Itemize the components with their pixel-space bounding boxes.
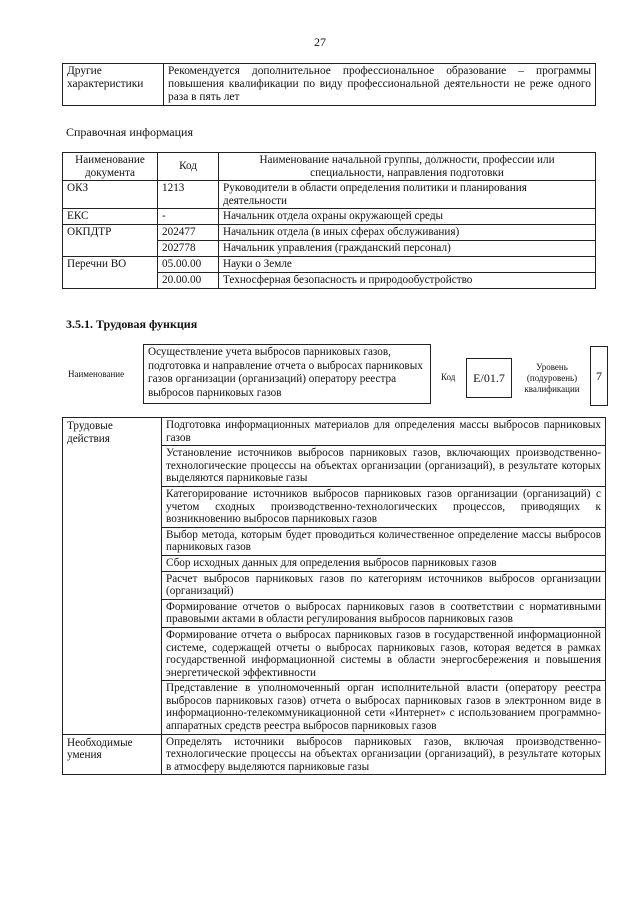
other-characteristics-label: Другие характеристики	[63, 64, 164, 106]
row-name: Науки о Земле	[219, 257, 596, 273]
row-code: 20.00.00	[158, 273, 219, 289]
row-doc: ОКПДТР	[63, 225, 158, 257]
header-code: Код	[158, 153, 219, 181]
row-code: -	[158, 209, 219, 225]
reference-header-row	[63, 153, 596, 181]
table-row	[63, 734, 606, 775]
row-name: Техносферная безопасность и природообустройство	[219, 273, 596, 289]
skill-item: Определять источники выбросов парниковых газов, включая производственно-технологические процессы на объектах организации (организаций), в результате которых в атмосферу выделяются парниковые газы	[162, 734, 606, 775]
row-code: 05.00.00	[158, 257, 219, 273]
row-name: Начальник отдела (в иных сферах обслуживания)	[219, 225, 596, 241]
action-item: Установление источников выбросов парниковых газов, включающих производственно-технологические процессы на объектах организации (организаций), в результате которых выделяются парниковые газы	[162, 446, 606, 487]
qualification-level-label: Уровень (подуровень) квалификации	[524, 362, 580, 394]
work-function-table	[62, 417, 606, 775]
action-item: Формирование отчетов о выбросах парниковых газов в соответствии с нормативными правовыми актами в области регулирования выбросов парниковых газов	[162, 599, 606, 627]
row-doc: ЕКС	[63, 209, 158, 225]
action-item: Выбор метода, которым будет проводиться количественное определение массы выбросов парниковых газов	[162, 527, 606, 555]
reference-table	[62, 152, 596, 289]
reference-title: Справочная информация	[66, 125, 193, 139]
other-characteristics-text: Рекомендуется дополнительное профессиональное образование – программы повышения квалификации по виду профессиональной деятельности не реже одного раза в пять лет	[164, 64, 596, 106]
page-number: 27	[314, 35, 326, 49]
header-name: Наименование начальной группы, должности, профессии или специальности, направления подготовки	[219, 153, 596, 181]
other-characteristics-table	[62, 63, 596, 106]
row-doc: ОКЗ	[63, 181, 158, 209]
table-row	[63, 209, 596, 225]
action-item: Сбор исходных данных для определения выбросов парниковых газов	[162, 555, 606, 571]
row-name: Начальник отдела охраны окружающей среды	[219, 209, 596, 225]
table-row	[63, 418, 606, 446]
action-item: Подготовка информационных материалов для определения массы выбросов парниковых газов	[162, 418, 606, 446]
row-doc: Перечни ВО	[63, 257, 158, 289]
table-row	[63, 257, 596, 273]
skills-label: Необходимые умения	[63, 734, 162, 775]
actions-label: Трудовые действия	[63, 418, 162, 735]
action-item: Категорирование источников выбросов парниковых газов организации (организаций) с учетом сходных производственно-технологических процессов, приводящих к возникновению выбросов парниковых газов	[162, 486, 606, 527]
function-title: 3.5.1. Трудовая функция	[66, 317, 198, 331]
row-name: Начальник управления (гражданский персонал)	[219, 241, 596, 257]
action-item: Представление в уполномоченный орган исполнительной власти (оператору реестра выбросов парниковых газов) отчета о выбросах парниковых газов в электронном виде в информационно-телекоммуникационной сети «Интернет» с использованием программно-аппаратных средств реестра выбросов парниковых газов	[162, 681, 606, 734]
function-code-value: E/01.7	[466, 358, 512, 398]
row-code: 1213	[158, 181, 219, 209]
header-doc: Наименование документа	[63, 153, 158, 181]
function-name-value: Осуществление учета выбросов парниковых газов, подготовка и направление отчета о выбросах парниковых газов организации (организаций) оператору реестра выбросов парниковых газов	[143, 344, 431, 404]
row-code: 202778	[158, 241, 219, 257]
function-code-label: Код	[441, 372, 456, 382]
row-name: Руководители в области определения политики и планирования деятельности	[219, 181, 596, 209]
row-code: 202477	[158, 225, 219, 241]
table-row	[63, 225, 596, 241]
action-item: Формирование отчета о выбросах парниковых газов в государственной информационной системе, содержащей отчеты о выбросах парниковых газов, которая ведется в рамках государственной информационной системы в области энергосбережения и повышения энергетической эффективности	[162, 627, 606, 680]
function-name-label: Наименование	[68, 369, 125, 379]
action-item: Расчет выбросов парниковых газов по категориям источников выбросов организации (организаций)	[162, 571, 606, 599]
table-row	[63, 181, 596, 209]
qualification-level-value: 7	[590, 346, 608, 406]
